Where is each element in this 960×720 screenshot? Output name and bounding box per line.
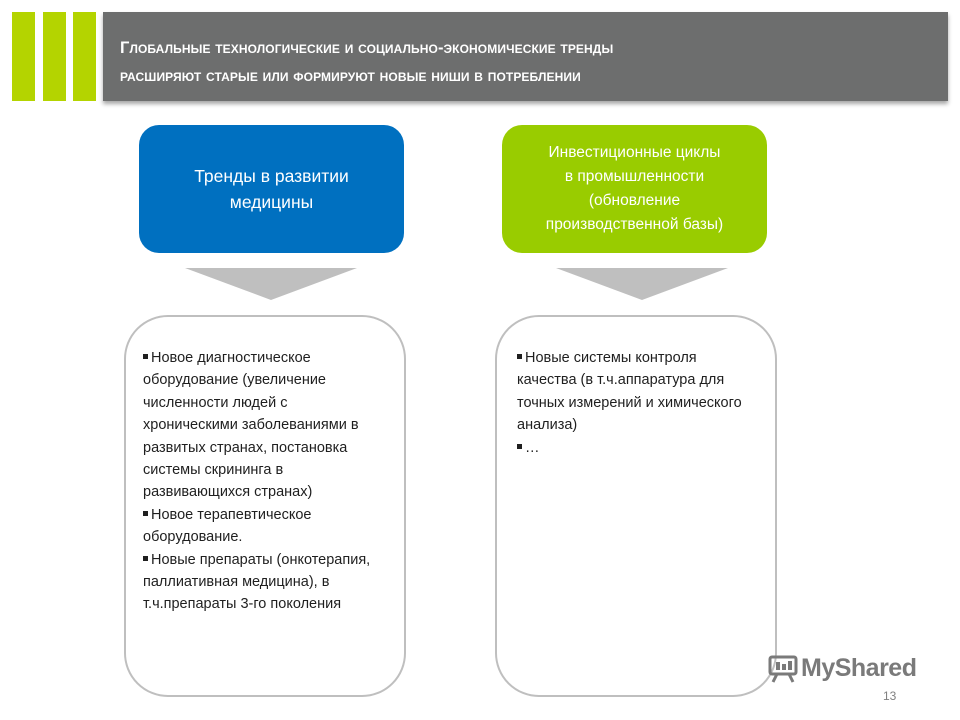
list-item: … (517, 437, 757, 459)
investment-cycles-list (517, 347, 757, 459)
watermark (767, 653, 916, 683)
watermark-text: MyShared (801, 653, 917, 682)
list-item: Новые системы контроля качества (в т.ч.аппаратура для точных измерений и химического анализа) (517, 350, 742, 434)
bullet-icon (517, 354, 522, 359)
investment-cycles-box (502, 125, 767, 253)
accent-stripe-1 (12, 12, 35, 101)
investment-cycles-heading: Инвестиционные циклы в промышленности (обновление производственной базы) (545, 144, 724, 233)
medicine-trends-box (139, 125, 404, 253)
investment-cycles-card (495, 315, 777, 697)
down-arrow-icon (556, 268, 728, 300)
bullet-icon (143, 511, 148, 516)
list-item: Новые препараты (онкотерапия, паллиативная медицина), в т.ч.препараты 3-го поколения (143, 551, 371, 613)
presentation-board-icon (767, 653, 801, 683)
accent-stripe-3 (73, 12, 96, 101)
down-arrow-icon (185, 268, 357, 300)
medicine-trends-card (124, 315, 406, 697)
slide-title (103, 12, 948, 101)
page-number: 13 (883, 689, 897, 703)
bullet-icon (517, 444, 522, 449)
title-line-1: Глобальные технологические и социально-экономические тренды (120, 39, 614, 57)
medicine-trends-list (143, 347, 386, 616)
medicine-trends-heading: Тренды в развитии медицины (194, 166, 349, 212)
bullet-icon (143, 556, 148, 561)
accent-stripe-2 (43, 12, 66, 101)
list-item: Новое терапевтическое оборудование. (143, 506, 312, 546)
title-line-2: расширяют старые или формируют новые ниши в потреблении (120, 67, 581, 85)
bullet-icon (143, 354, 148, 359)
list-item: Новое диагностическое оборудование (увеличение численности людей с хроническими заболеваниями в развитых странах, постановка системы скрининга в развивающихся странах) (143, 350, 359, 501)
